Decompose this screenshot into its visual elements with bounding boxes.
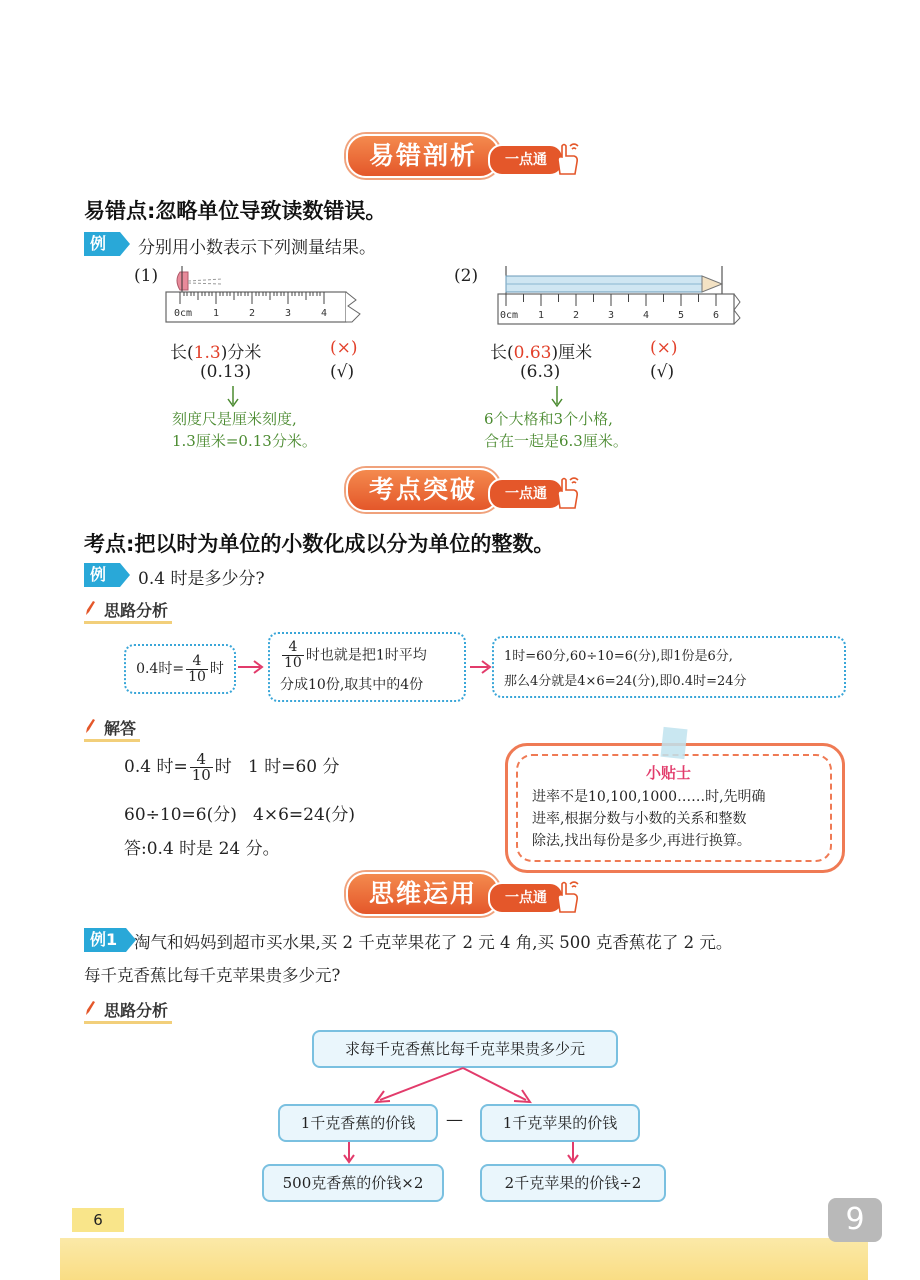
right-arrow-icon bbox=[238, 660, 264, 674]
ruler-2 bbox=[494, 262, 744, 328]
section-tag: 一点通 bbox=[505, 890, 547, 906]
example-tag: 例 bbox=[84, 232, 120, 256]
pencil-icon bbox=[84, 1000, 96, 1016]
flow-node-apple-price: 1千克苹果的价钱 bbox=[480, 1104, 640, 1142]
tip-line: 进率,根据分数与小数的关系和整数 bbox=[532, 811, 747, 827]
branch-arrows bbox=[300, 1066, 640, 1106]
note-line: 合在一起是6.3厘米。 bbox=[484, 432, 628, 450]
example-text: 0.4 时是多少分? bbox=[138, 569, 265, 589]
tip-line: 进率不是10,100,1000……时,先明确 bbox=[532, 789, 766, 805]
ruler-tick-label: 2 bbox=[573, 310, 580, 321]
correct-value: (6.3) bbox=[520, 362, 561, 382]
solution-answer: 答:0.4 时是 24 分。 bbox=[124, 839, 280, 859]
solution-line-2: 60÷10=6(分) 4×6=24(分) bbox=[124, 805, 356, 825]
keypoint-heading: 考点:把以时为单位的小数化成以分为单位的整数。 bbox=[84, 532, 555, 556]
section-banner-keypoint bbox=[346, 462, 586, 514]
ruler-tick-label: 4 bbox=[643, 310, 650, 321]
example-text: 淘气和妈妈到超市买水果,买 2 千克苹果花了 2 元 4 角,买 500 克香蕉花了 2 元。 bbox=[134, 933, 733, 952]
ruler-tick-label: 3 bbox=[285, 308, 292, 319]
correct-mark: (√) bbox=[650, 362, 675, 382]
pointing-hand-icon bbox=[552, 140, 582, 176]
page-number: 6 bbox=[72, 1208, 124, 1232]
section-title: 考点突破 bbox=[368, 475, 477, 504]
pencil-icon bbox=[84, 718, 96, 734]
analysis-box-2: $\frac{4}{10}$ 时也就是把1时平均 分成10份,取其中的4份 bbox=[268, 632, 466, 702]
note-line: 6个大格和3个小格, bbox=[484, 410, 613, 428]
example-text: 分别用小数表示下列测量结果。 bbox=[138, 238, 376, 258]
section-tag: 一点通 bbox=[505, 152, 547, 168]
section-banner-mistakes bbox=[346, 128, 586, 180]
wrong-mark: (×) bbox=[650, 338, 678, 358]
mistake-heading: 易错点:忽略单位导致读数错误。 bbox=[84, 199, 387, 223]
ruler-tick-label: 5 bbox=[678, 310, 685, 321]
correct-mark: (√) bbox=[330, 362, 355, 382]
flow-node-banana-calc: 500克香蕉的价钱×2 bbox=[262, 1164, 444, 1202]
ruler-tick-label: 1 bbox=[213, 308, 220, 319]
section-title: 思维运用 bbox=[368, 879, 477, 908]
note-line: 刻度尺是厘米刻度, bbox=[172, 410, 297, 428]
section-title: 易错剖析 bbox=[368, 141, 477, 170]
tip-line: 除法,找出每份是多少,再进行换算。 bbox=[532, 833, 751, 849]
flow-node-apple-calc: 2千克苹果的价钱÷2 bbox=[480, 1164, 666, 1202]
answer-label: 解答 bbox=[84, 716, 140, 742]
pencil-icon bbox=[84, 600, 96, 616]
down-arrow-icon bbox=[226, 386, 240, 408]
note-line: 1.3厘米=0.13分米。 bbox=[172, 432, 317, 450]
wrong-mark: (×) bbox=[330, 338, 358, 358]
answer-line-1: 长(0.63)厘米 bbox=[490, 343, 593, 363]
page-badge[interactable]: 9 bbox=[828, 1198, 882, 1242]
down-arrow-icon bbox=[342, 1142, 356, 1164]
ruler-tick-label: 3 bbox=[608, 310, 615, 321]
analysis-label: 思路分析 bbox=[84, 598, 172, 624]
ruler-1 bbox=[160, 262, 370, 328]
down-arrow-icon bbox=[566, 1142, 580, 1164]
solution-line-1: 0.4 时= $\frac{4}{10}$ 时 1 时=60 分 bbox=[124, 750, 340, 784]
ruler-tick-label: 1 bbox=[538, 310, 545, 321]
pointing-hand-icon bbox=[552, 878, 582, 914]
ruler-tick-label: 6 bbox=[713, 310, 720, 321]
section-banner-thinking bbox=[346, 866, 586, 918]
footer-band bbox=[60, 1238, 868, 1280]
wrong-value: 1.3 bbox=[193, 343, 221, 363]
correct-value: (0.13) bbox=[200, 362, 252, 382]
section-tag: 一点通 bbox=[505, 486, 547, 502]
pointing-hand-icon bbox=[552, 474, 582, 510]
ruler-tick-label: 4 bbox=[321, 308, 328, 319]
analysis-label: 思路分析 bbox=[84, 998, 172, 1024]
item-number: (2) bbox=[454, 266, 479, 286]
ruler-tick-label: 0cm bbox=[500, 310, 519, 321]
flow-node-banana-price: 1千克香蕉的价钱 bbox=[278, 1104, 438, 1142]
down-arrow-icon bbox=[550, 386, 564, 408]
analysis-box-1: 0.4时= $\frac{4}{10}$ 时 bbox=[124, 644, 236, 694]
example-text: 每千克香蕉比每千克苹果贵多少元? bbox=[84, 966, 341, 985]
minus-sign: — bbox=[446, 1110, 463, 1130]
flow-node-goal: 求每千克香蕉比每千克苹果贵多少元 bbox=[312, 1030, 618, 1068]
tip-title: 小贴士 bbox=[646, 764, 692, 782]
ruler-tick-label: 0cm bbox=[174, 308, 193, 319]
analysis-box-3: 1时=60分,60÷10=6(分),即1份是6分, 那么4分就是4×6=24(分),即0.4时=24分 bbox=[492, 636, 846, 698]
example-tag: 例1 bbox=[84, 928, 126, 952]
ruler-tick-label: 2 bbox=[249, 308, 256, 319]
wrong-value: 0.63 bbox=[513, 343, 552, 363]
item-number: (1) bbox=[134, 266, 159, 286]
answer-line-1: 长(1.3)分米 bbox=[170, 343, 262, 363]
example-tag: 例 bbox=[84, 563, 120, 587]
tape-strip bbox=[660, 727, 687, 759]
right-arrow-icon bbox=[470, 660, 492, 674]
